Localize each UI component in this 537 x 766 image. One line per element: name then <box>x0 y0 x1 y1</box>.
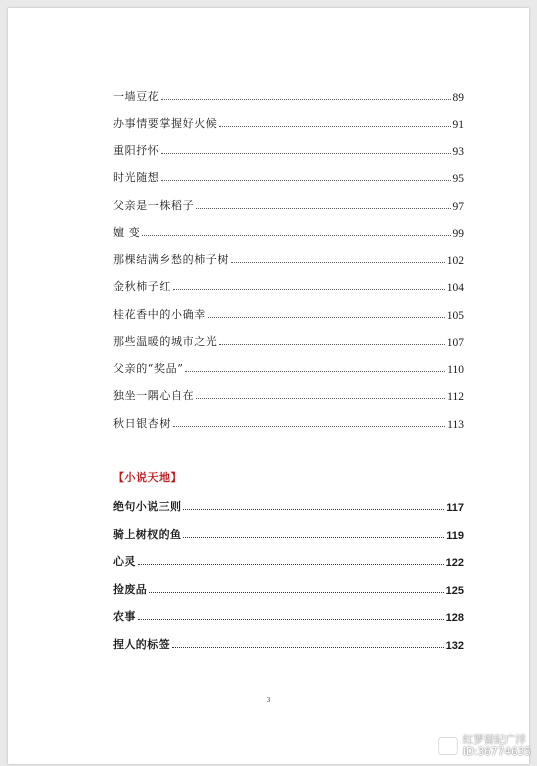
toc-entry-page: 112 <box>447 391 464 403</box>
toc-entry[interactable] <box>113 140 464 158</box>
document-page <box>8 8 529 764</box>
toc-leader-dots <box>149 591 443 593</box>
toc-leader-dots <box>185 370 445 372</box>
toc-leader-dots <box>161 179 450 181</box>
toc-entry-title: 金秋柿子红 <box>113 280 171 293</box>
toc-leader-dots <box>231 261 445 263</box>
toc-entry-page: 125 <box>445 585 464 597</box>
toc-entry[interactable] <box>113 222 464 240</box>
toc-entry-page: 117 <box>446 502 464 514</box>
toc-entry[interactable] <box>113 249 464 267</box>
toc-leader-dots <box>208 316 445 318</box>
toc-entry-page: 128 <box>445 612 464 624</box>
watermark-text <box>463 734 531 758</box>
toc-leader-dots <box>161 152 450 154</box>
toc-entry[interactable] <box>113 195 464 213</box>
toc-entry-title: 那棵结满乡愁的柿子树 <box>113 253 229 266</box>
toc-entry-page: 107 <box>446 337 464 349</box>
toc-entry[interactable] <box>113 524 464 542</box>
toc-entry-page: 97 <box>452 201 464 213</box>
toc-leader-dots <box>173 288 445 290</box>
toc-entry[interactable] <box>113 496 464 514</box>
toc-entry-page: 122 <box>445 557 464 569</box>
toc-leader-dots <box>196 397 445 399</box>
toc-leader-dots <box>183 508 444 510</box>
toc-entry-title: 父亲的“奖品” <box>113 362 184 375</box>
toc-entry-page: 119 <box>446 530 464 542</box>
toc-entry-title: 骑上树杈的鱼 <box>113 528 182 541</box>
toc-entry-title: 桂花香中的小确幸 <box>113 308 206 321</box>
section-header: 【小说天地】 <box>113 471 182 484</box>
toc-leader-dots <box>138 563 444 565</box>
toc-entry-page: 89 <box>452 92 464 104</box>
toc-entry[interactable] <box>113 276 464 294</box>
toc-entry[interactable] <box>113 86 464 104</box>
toc-entry-title: 农事 <box>113 610 136 623</box>
toc-entry[interactable] <box>113 579 464 597</box>
toc-entry-title: 独坐一隅心自在 <box>113 389 195 402</box>
toc-entry[interactable] <box>113 551 464 569</box>
toc-entry-page: 110 <box>447 364 464 376</box>
toc-entry-title: 重阳抒怀 <box>113 144 160 157</box>
toc-leader-dots <box>173 425 445 427</box>
toc-entry[interactable] <box>113 167 464 185</box>
toc-entry-page: 104 <box>446 282 464 294</box>
toc-entry-title: 那些温暖的城市之光 <box>113 335 218 348</box>
toc-entry-title: 捏人的标签 <box>113 638 170 651</box>
toc-leader-dots <box>219 343 444 345</box>
page-number: 3 <box>266 696 271 704</box>
toc-entry-title: 绝句小说三则 <box>113 500 182 513</box>
toc-entry-title: 嬗 变 <box>113 226 141 239</box>
watermark <box>437 734 531 758</box>
toc-leader-dots <box>142 234 450 236</box>
toc-entry-title: 办事情要掌握好火候 <box>113 117 218 130</box>
watermark-id: ID:36774635 <box>462 746 531 758</box>
toc-entry[interactable] <box>113 634 464 652</box>
toc-entry-title: 秋日银杏树 <box>113 417 171 430</box>
toc-leader-dots <box>183 536 444 538</box>
toc-entry[interactable] <box>113 358 464 376</box>
toc-entry[interactable] <box>113 385 464 403</box>
toc-entry-page: 105 <box>446 310 464 322</box>
toc-entry-page: 113 <box>447 419 464 431</box>
toc-leader-dots <box>219 125 450 127</box>
toc-entry[interactable] <box>113 413 464 431</box>
toc-entry[interactable] <box>113 304 464 322</box>
toc-entry[interactable] <box>113 113 464 131</box>
toc-entry-title: 一墙豆花 <box>113 90 160 103</box>
toc-entry-page: 95 <box>452 173 464 185</box>
toc-leader-dots <box>172 646 444 648</box>
watermark-author: 红罗留纪广洋 <box>462 734 526 746</box>
toc-leader-dots <box>196 207 450 209</box>
toc-entry-title: 心灵 <box>113 555 136 568</box>
toc-entry-title: 父亲是一株稻子 <box>113 199 195 212</box>
toc-entry-title: 捡废品 <box>113 583 148 596</box>
toc-entry-title: 时光随想 <box>113 171 160 184</box>
toc-entry-page: 132 <box>445 640 464 652</box>
toc-entry[interactable] <box>113 606 464 624</box>
toc-leader-dots <box>161 98 450 100</box>
toc-entry-page: 102 <box>446 255 464 267</box>
toc-entry-page: 91 <box>452 119 464 131</box>
toc-entry-page: 99 <box>452 228 464 240</box>
toc-entry[interactable] <box>113 331 464 349</box>
toc-leader-dots <box>138 618 444 620</box>
toc-entry-page: 93 <box>452 146 464 158</box>
toutiao-logo-icon <box>437 735 459 757</box>
